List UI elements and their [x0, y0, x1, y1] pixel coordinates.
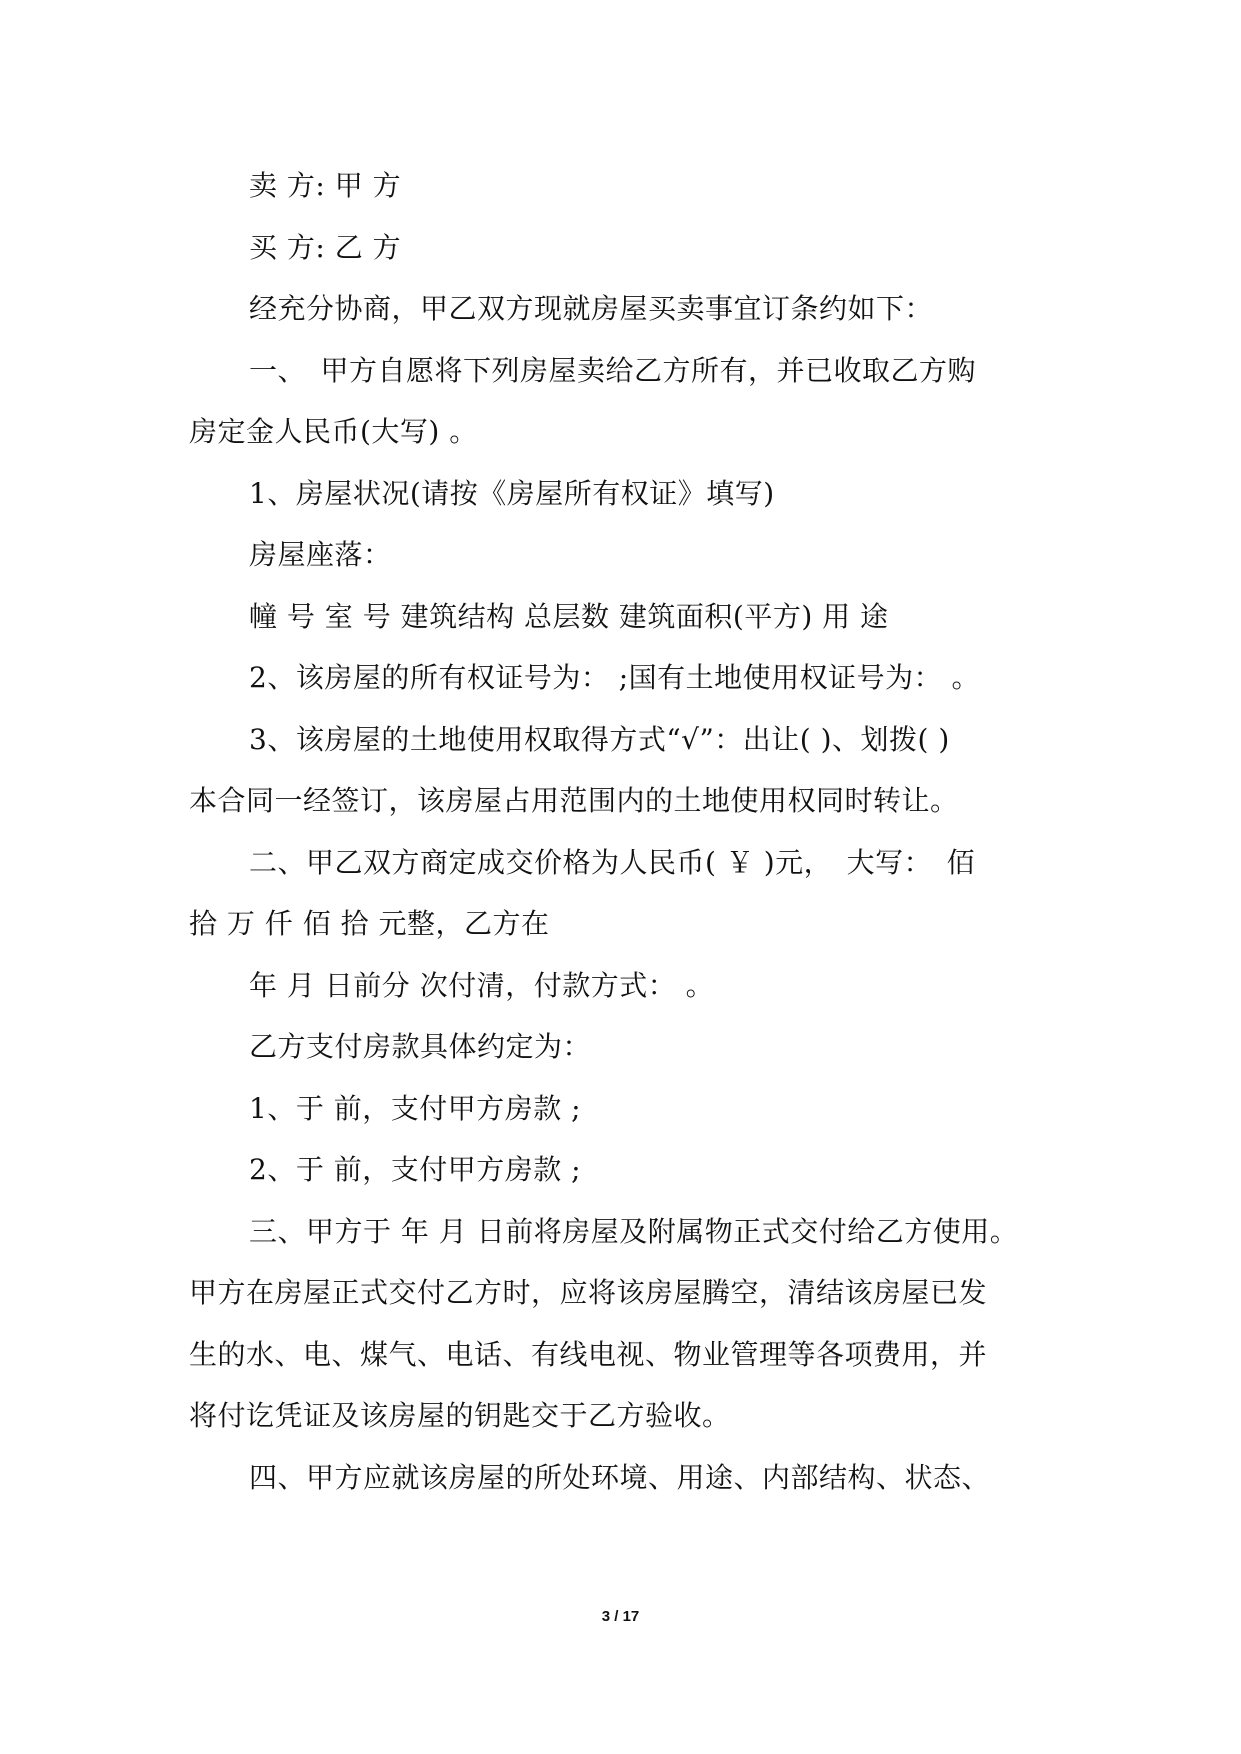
paragraph-line: 3、该房屋的土地使用权取得方式“√”：出让( )、划拨( ): [249, 722, 950, 756]
paragraph-line: 将付讫凭证及该房屋的钥匙交于乙方验收。: [189, 1399, 731, 1432]
paragraph-line: 年 月 日前分 次付清，付款方式： 。: [249, 968, 715, 1002]
page-number: 3 / 17: [601, 1608, 640, 1625]
paragraph-line: 房屋座落：: [249, 538, 392, 571]
paragraph-line: 本合同一经签订，该房屋占用范围内的土地使用权同时转让。: [189, 784, 959, 817]
paragraph-line: 三、甲方于 年 月 日前将房屋及附属物正式交付给乙方使用。: [249, 1214, 1019, 1248]
paragraph-line: 经充分协商，甲乙双方现就房屋买卖事宜订条约如下：: [249, 292, 934, 325]
paragraph-line: 2、该房屋的所有权证号为： ;国有土地使用权证号为： 。: [249, 661, 981, 694]
paragraph-line: 2、于 前，支付甲方房款 ;: [249, 1153, 582, 1186]
paragraph-line: 拾 万 仟 佰 拾 元整，乙方在: [189, 907, 550, 940]
document-body: [189, 155, 1059, 1508]
paragraph-line: 1、房屋状况(请按《房屋所有权证》填写): [249, 476, 775, 510]
paragraph-line: 乙方支付房款具体约定为：: [249, 1030, 592, 1063]
paragraph-line: 二、甲乙双方商定成交价格为人民币( ￥ )元， 大写： 佰: [249, 845, 976, 879]
paragraph-line: 买 方: 乙 方: [249, 230, 402, 264]
paragraph-line: 房定金人民币(大写) 。: [189, 415, 478, 448]
paragraph-line: 1、于 前，支付甲方房款 ;: [249, 1091, 582, 1125]
paragraph-line: 卖 方: 甲 方: [249, 169, 402, 202]
paragraph-line: 一、 甲方自愿将下列房屋卖给乙方所有，并已收取乙方购: [249, 353, 977, 387]
paragraph-line: 生的水、电、煤气、电话、有线电视、物业管理等各项费用，并: [189, 1337, 988, 1371]
paragraph-line: 甲方在房屋正式交付乙方时，应将该房屋腾空，清结该房屋已发: [189, 1276, 988, 1309]
paragraph-line: 幢 号 室 号 建筑结构 总层数 建筑面积(平方) 用 途: [249, 599, 889, 633]
paragraph-line: 四、甲方应就该房屋的所处环境、用途、内部结构、状态、: [249, 1460, 991, 1494]
